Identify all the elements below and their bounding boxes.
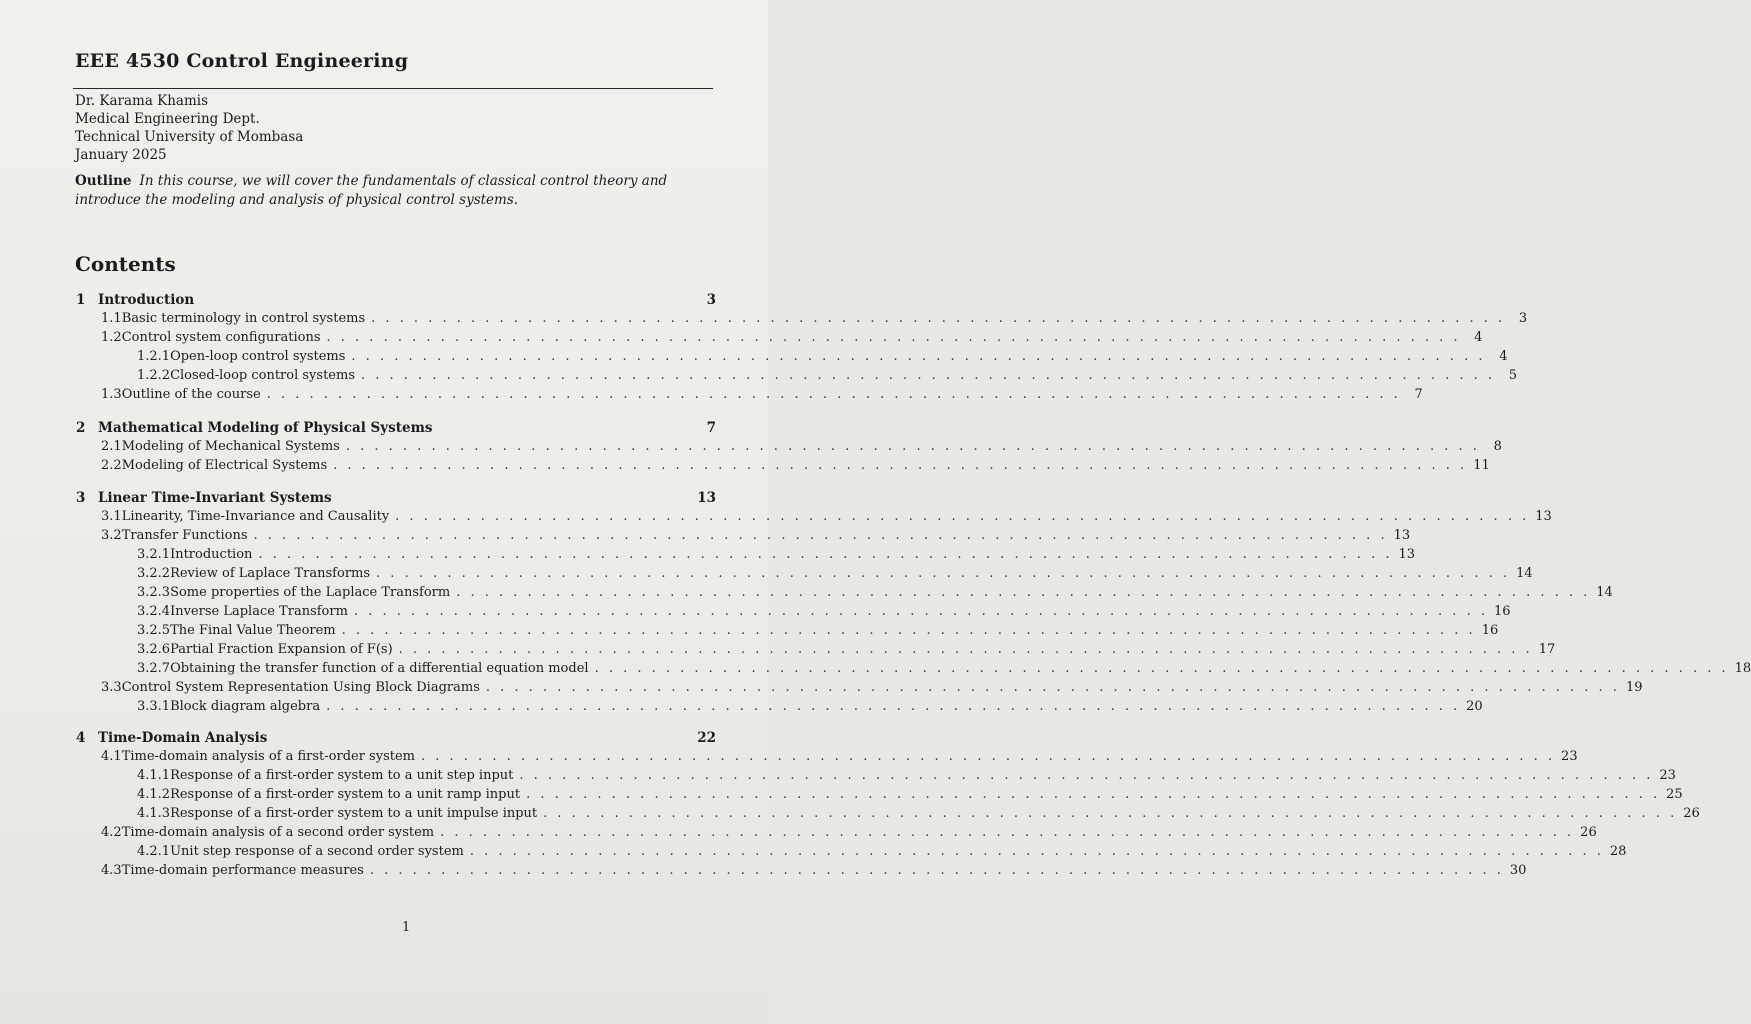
toc-entry-number: 3.3 (101, 680, 122, 695)
toc-entry-page: 16 (1493, 604, 1511, 619)
toc-section-row[interactable] (101, 863, 1527, 881)
toc-section-row[interactable] (101, 749, 1578, 767)
toc-leader-dots: . . . . . . . . . . . . . . . . . . . . . . . . . . . . . . . . . . . . . . . . . . . . . . . . . . . . . . . . . . . . . . . . . . . . . . . . . . . . . . . . (469, 844, 1604, 859)
toc-entry-page: 4 (1499, 349, 1508, 364)
toc-leader-dots: . . . . . . . . . . . . . . . . . . . . . . . . . . . . . . . . . . . . . . . . . . . . . . . . . . . . . . . . . . . . . . . . . . . . . . . . . . . . . . . . (353, 604, 1488, 619)
outline-text: In this course, we will cover the fundamentals of classical control theory and introduce the modeling and analysis of physical control systems. (75, 173, 668, 208)
toc-entry-number: 3.2.4 (137, 604, 171, 619)
toc-entry-page: 30 (1509, 863, 1527, 878)
toc-entry-number: 4 (76, 730, 86, 746)
toc-entry-page: 13 (1535, 509, 1552, 524)
author-department: Medical Engineering Dept. (75, 111, 260, 127)
toc-leader-dots: . . . . . . . . . . . . . . . . . . . . . . . . . . . . . . . . . . . . . . . . . . . . . . . . . . . . . . . . . . . . . . . . . . . . . . . . . . . . . . . . (371, 311, 1506, 326)
toc-section-row[interactable] (101, 680, 1643, 698)
toc-section-row[interactable] (101, 387, 1423, 405)
toc-entry-title: Linearity, Time-Invariance and Causality (121, 509, 390, 524)
toc-entry-title: Obtaining the transfer function of a differential equation model (170, 661, 589, 676)
toc-entry-page: 13 (1393, 528, 1411, 543)
toc-entry-number: 4.1.1 (137, 768, 171, 783)
toc-subsection-row[interactable] (137, 623, 1499, 641)
toc-entry-number: 3.2.6 (137, 642, 171, 657)
toc-chapter-row[interactable] (76, 730, 716, 748)
toc-entry-number: 4.3 (101, 863, 122, 878)
toc-entry-page: 7 (706, 420, 716, 436)
toc-entry-title: Time-Domain Analysis (98, 730, 268, 746)
toc-entry-page: 3 (706, 292, 716, 308)
toc-entry-title: Response of a first-order system to a unit impulse input (170, 806, 538, 821)
toc-entry-number: 3.2.7 (137, 661, 171, 676)
toc-subsection-row[interactable] (137, 642, 1556, 660)
toc-subsection-row[interactable] (137, 368, 1518, 386)
toc-entry-title: Open-loop control systems (170, 349, 346, 364)
author-university: Technical University of Mombasa (75, 129, 304, 145)
toc-entry-number: 1.1 (101, 311, 122, 326)
toc-entry-page: 19 (1625, 680, 1643, 695)
toc-leader-dots: . . . . . . . . . . . . . . . . . . . . . . . . . . . . . . . . . . . . . . . . . . . . . . . . . . . . . . . . . . . . . . . . . . . . . . . . . . . . . . . . (398, 642, 1533, 657)
toc-entry-page: 14 (1596, 585, 1613, 600)
toc-leader-dots: . . . . . . . . . . . . . . . . . . . . . . . . . . . . . . . . . . . . . . . . . . . . . . . . . . . . . . . . . . . . . . . . . . . . . . . . . . . . . . . . (519, 768, 1654, 783)
toc-entry-title: Time-domain analysis of a first-order system (121, 749, 415, 764)
toc-chapter-row[interactable] (76, 490, 716, 508)
toc-entry-page: 26 (1580, 825, 1597, 840)
toc-entry-page: 7 (1414, 387, 1423, 402)
toc-entry-number: 3.2.2 (137, 566, 171, 581)
toc-entry-page: 5 (1508, 368, 1518, 383)
toc-leader-dots: . . . . . . . . . . . . . . . . . . . . . . . . . . . . . . . . . . . . . . . . . . . . . . . . . . . . . . . . . . . . . . . . . . . . . . . . . . . . . . . . (333, 458, 1468, 473)
toc-chapter-row[interactable] (76, 420, 716, 438)
toc-entry-page: 18 (1734, 661, 1751, 676)
toc-entry-title: Modeling of Mechanical Systems (121, 439, 340, 454)
toc-entry-number: 3.2.5 (137, 623, 171, 638)
toc-entry-page: 17 (1538, 642, 1556, 657)
toc-entry-page: 22 (697, 730, 716, 746)
toc-leader-dots: . . . . . . . . . . . . . . . . . . . . . . . . . . . . . . . . . . . . . . . . . . . . . . . . . . . . . . . . . . . . . . . . . . . . . . . . . . . . . . . . (456, 585, 1591, 600)
toc-entry-number: 4.2.1 (137, 844, 171, 859)
toc-entry-title: Response of a first-order system to a unit step input (170, 768, 514, 783)
toc-subsection-row[interactable] (137, 806, 1700, 824)
toc-subsection-row[interactable] (137, 547, 1416, 565)
course-title: EEE 4530 Control Engineering (75, 50, 409, 72)
toc-leader-dots: . . . . . . . . . . . . . . . . . . . . . . . . . . . . . . . . . . . . . . . . . . . . . . . . . . . . . . . . . . . . . . . . . . . . . . . . . . . . . . . . (345, 439, 1480, 454)
outline-label: Outline (75, 173, 132, 189)
toc-entry-page: 23 (1561, 749, 1578, 764)
toc-entry-title: Control system configurations (121, 330, 321, 345)
toc-section-row[interactable] (101, 330, 1483, 348)
toc-subsection-row[interactable] (137, 661, 1751, 679)
toc-section-row[interactable] (101, 509, 1552, 527)
toc-entry-title: Introduction (170, 547, 253, 562)
toc-subsection-row[interactable] (137, 566, 1533, 584)
toc-entry-page: 25 (1666, 787, 1683, 802)
toc-entry-page: 20 (1466, 699, 1483, 714)
author-name: Dr. Karama Khamis (75, 93, 209, 109)
toc-entry-number: 4.1.2 (137, 787, 171, 802)
toc-entry-number: 2 (76, 420, 86, 436)
contents-heading: Contents (75, 252, 176, 276)
toc-section-row[interactable] (101, 825, 1597, 843)
toc-entry-title: Introduction (98, 292, 195, 308)
toc-subsection-row[interactable] (137, 604, 1511, 622)
toc-entry-number: 3.1 (101, 509, 122, 524)
toc-subsection-row[interactable] (137, 699, 1483, 717)
toc-entry-page: 8 (1493, 439, 1502, 454)
toc-entry-title: Partial Fraction Expansion of F(s) (170, 642, 393, 657)
toc-entry-title: Outline of the course (121, 387, 261, 402)
toc-entry-number: 1.2.2 (137, 368, 171, 383)
toc-entry-title: Time-domain analysis of a second order system (121, 825, 435, 840)
toc-entry-number: 3.2.3 (137, 585, 171, 600)
toc-entry-title: Response of a first-order system to a unit ramp input (170, 787, 521, 802)
toc-subsection-row[interactable] (137, 349, 1508, 367)
toc-entry-page: 14 (1516, 566, 1533, 581)
author-date: January 2025 (75, 147, 167, 163)
toc-entry-number: 3 (76, 490, 86, 506)
toc-entry-title: Mathematical Modeling of Physical Systems (98, 420, 433, 436)
toc-section-row[interactable] (101, 458, 1490, 476)
toc-subsection-row[interactable] (137, 585, 1613, 603)
toc-leader-dots: . . . . . . . . . . . . . . . . . . . . . . . . . . . . . . . . . . . . . . . . . . . . . . . . . . . . . . . . . . . . . . . . . . . . . . . . . . . . . . . . (361, 368, 1496, 383)
toc-entry-title: Inverse Laplace Transform (170, 604, 348, 619)
toc-leader-dots: . . . . . . . . . . . . . . . . . . . . . . . . . . . . . . . . . . . . . . . . . . . . . . . . . . . . . . . . . . . . . . . . . . . . . . . . . . . . . . . . (395, 509, 1530, 524)
toc-entry-title: Modeling of Electrical Systems (121, 458, 328, 473)
toc-entry-page: 23 (1659, 768, 1676, 783)
page-number: 1 (402, 920, 411, 935)
toc-subsection-row[interactable] (137, 768, 1676, 786)
toc-entry-title: Closed-loop control systems (170, 368, 355, 383)
toc-entry-title: The Final Value Theorem (170, 623, 336, 638)
toc-entry-number: 4.1.3 (137, 806, 171, 821)
toc-leader-dots: . . . . . . . . . . . . . . . . . . . . . . . . . . . . . . . . . . . . . . . . . . . . . . . . . . . . . . . . . . . . . . . . . . . . . . . . . . . . . . . . (369, 863, 1504, 878)
toc-entry-number: 4.2 (101, 825, 122, 840)
toc-leader-dots: . . . . . . . . . . . . . . . . . . . . . . . . . . . . . . . . . . . . . . . . . . . . . . . . . . . . . . . . . . . . . . . . . . . . . . . . . . . . . . . . (594, 661, 1729, 676)
toc-leader-dots: . . . . . . . . . . . . . . . . . . . . . . . . . . . . . . . . . . . . . . . . . . . . . . . . . . . . . . . . . . . . . . . . . . . . . . . . . . . . . . . . (266, 387, 1401, 402)
toc-entry-page: 28 (1609, 844, 1627, 859)
toc-leader-dots: . . . . . . . . . . . . . . . . . . . . . . . . . . . . . . . . . . . . . . . . . . . . . . . . . . . . . . . . . . . . . . . . . . . . . . . . . . . . . . . . (253, 528, 1388, 543)
toc-leader-dots: . . . . . . . . . . . . . . . . . . . . . . . . . . . . . . . . . . . . . . . . . . . . . . . . . . . . . . . . . . . . . . . . . . . . . . . . . . . . . . . . (543, 806, 1678, 821)
toc-entry-page: 13 (697, 490, 716, 506)
toc-entry-number: 3.2 (101, 528, 122, 543)
toc-leader-dots: . . . . . . . . . . . . . . . . . . . . . . . . . . . . . . . . . . . . . . . . . . . . . . . . . . . . . . . . . . . . . . . . . . . . . . . . . . . . . . . . (341, 623, 1476, 638)
toc-section-row[interactable] (101, 439, 1502, 457)
toc-entry-number: 1.3 (101, 387, 122, 402)
toc-leader-dots: . . . . . . . . . . . . . . . . . . . . . . . . . . . . . . . . . . . . . . . . . . . . . . . . . . . . . . . . . . . . . . . . . . . . . . . . . . . . . . . . (326, 699, 1461, 714)
toc-entry-title: Control System Representation Using Block Diagrams (121, 680, 480, 695)
toc-entry-number: 4.1 (101, 749, 122, 764)
toc-subsection-row[interactable] (137, 844, 1627, 862)
toc-entry-number: 1 (76, 292, 86, 308)
toc-section-row[interactable] (101, 528, 1411, 546)
toc-entry-page: 13 (1398, 547, 1416, 562)
toc-entry-page: 16 (1481, 623, 1499, 638)
toc-entry-title: Some properties of the Laplace Transform (170, 585, 451, 600)
toc-entry-page: 26 (1683, 806, 1700, 821)
toc-entry-number: 3.2.1 (137, 547, 171, 562)
toc-entry-number: 2.2 (101, 458, 122, 473)
toc-entry-page: 4 (1474, 330, 1483, 345)
toc-entry-title: Unit step response of a second order system (170, 844, 464, 859)
toc-entry-page: 3 (1518, 311, 1528, 326)
toc-entry-page: 11 (1473, 458, 1490, 473)
toc-leader-dots: . . . . . . . . . . . . . . . . . . . . . . . . . . . . . . . . . . . . . . . . . . . . . . . . . . . . . . . . . . . . . . . . . . . . . . . . . . . . . . . . (421, 749, 1556, 764)
toc-leader-dots: . . . . . . . . . . . . . . . . . . . . . . . . . . . . . . . . . . . . . . . . . . . . . . . . . . . . . . . . . . . . . . . . . . . . . . . . . . . . . . . . (351, 349, 1486, 364)
toc-leader-dots: . . . . . . . . . . . . . . . . . . . . . . . . . . . . . . . . . . . . . . . . . . . . . . . . . . . . . . . . . . . . . . . . . . . . . . . . . . . . . . . . (326, 330, 1461, 345)
toc-leader-dots: . . . . . . . . . . . . . . . . . . . . . . . . . . . . . . . . . . . . . . . . . . . . . . . . . . . . . . . . . . . . . . . . . . . . . . . . . . . . . . . . (258, 547, 1393, 562)
toc-entry-number: 1.2 (101, 330, 122, 345)
toc-entry-title: Block diagram algebra (170, 699, 321, 714)
toc-entry-number: 2.1 (101, 439, 122, 454)
toc-leader-dots: . . . . . . . . . . . . . . . . . . . . . . . . . . . . . . . . . . . . . . . . . . . . . . . . . . . . . . . . . . . . . . . . . . . . . . . . . . . . . . . . (526, 787, 1661, 802)
toc-entry-number: 1.2.1 (137, 349, 171, 364)
toc-leader-dots: . . . . . . . . . . . . . . . . . . . . . . . . . . . . . . . . . . . . . . . . . . . . . . . . . . . . . . . . . . . . . . . . . . . . . . . . . . . . . . . . (440, 825, 1575, 840)
toc-entry-title: Linear Time-Invariant Systems (98, 490, 332, 506)
toc-entry-number: 3.3.1 (137, 699, 171, 714)
toc-chapter-row[interactable] (76, 292, 716, 310)
toc-entry-title: Time-domain performance measures (121, 863, 364, 878)
toc-subsection-row[interactable] (137, 787, 1683, 805)
toc-entry-title: Transfer Functions (121, 528, 248, 543)
toc-section-row[interactable] (101, 311, 1528, 329)
toc-entry-title: Basic terminology in control systems (121, 311, 366, 326)
toc-leader-dots: . . . . . . . . . . . . . . . . . . . . . . . . . . . . . . . . . . . . . . . . . . . . . . . . . . . . . . . . . . . . . . . . . . . . . . . . . . . . . . . . (485, 680, 1620, 695)
toc-leader-dots: . . . . . . . . . . . . . . . . . . . . . . . . . . . . . . . . . . . . . . . . . . . . . . . . . . . . . . . . . . . . . . . . . . . . . . . . . . . . . . . . (376, 566, 1511, 581)
toc-entry-title: Review of Laplace Transforms (170, 566, 371, 581)
